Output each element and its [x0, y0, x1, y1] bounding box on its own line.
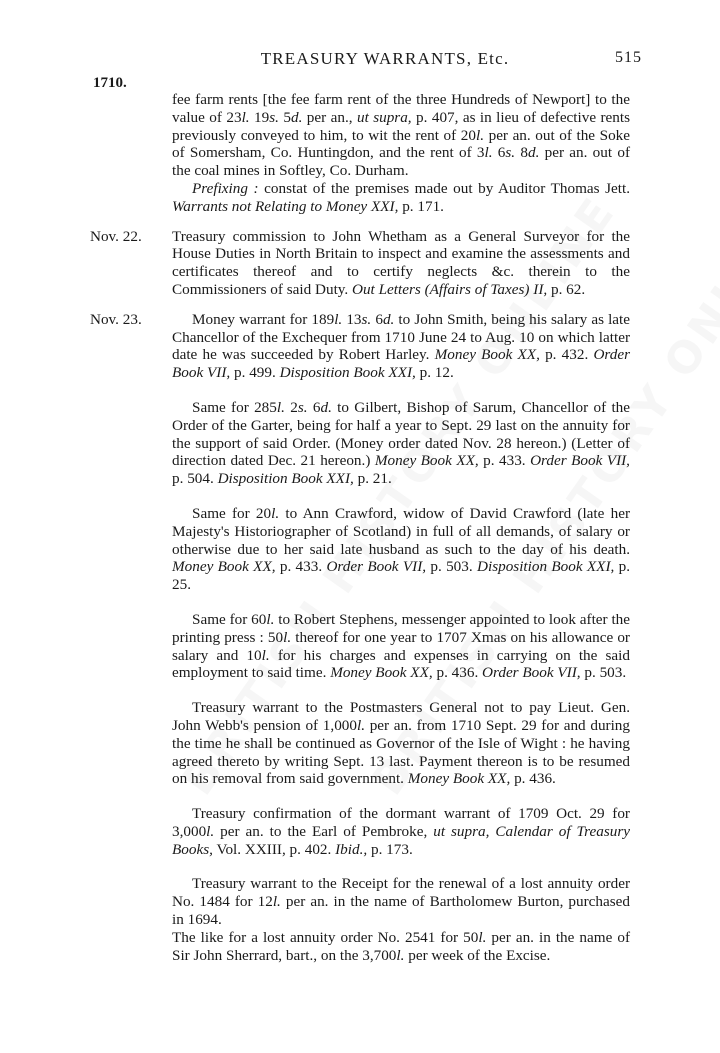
text-run: 19 — [249, 108, 270, 126]
entry-date: Nov. 22. — [90, 227, 142, 245]
italic-text: Money Book XX, — [434, 346, 540, 364]
text-run: Treasury confirmation of the dormant warrant of 1709 Oct. 29 for 3,000 — [172, 805, 630, 840]
text-run: fee farm rents [the fee farm rent of the three Hundreds of Newport] to the value of 23 — [172, 91, 630, 126]
text-run: per week of the Excise. — [404, 946, 551, 964]
text-run: 6 — [371, 310, 383, 328]
italic-text: Money Book XX, — [172, 558, 276, 576]
italic-text: l. — [241, 108, 250, 126]
italic-text: ut supra, — [356, 108, 412, 126]
text-run: per an. to the Earl of Pembroke, — [214, 822, 434, 840]
italic-text: Money Book XX, — [407, 770, 511, 788]
italic-text: Disposition Book XXI, — [279, 364, 416, 382]
paragraph — [172, 311, 630, 382]
text-run: 6 — [307, 398, 321, 416]
italic-text: l. — [396, 946, 405, 964]
italic-text: Out Letters (Affairs of Taxes) II, — [352, 280, 548, 298]
italic-text: Money Book XX, — [330, 664, 433, 682]
italic-text: Warrants not Relating to Money XXI, — [172, 197, 399, 215]
italic-text: l. — [475, 126, 485, 144]
text-run: to Gilbert, Bishop of Sarum, Chancellor of the Order of the Garter, being for half a year to Sept. 29 last on the annuity for the support of said Order. (Money order dated Nov. 28 hereon.) (Letter of direction dated Dec. 21 hereon.) — [172, 398, 631, 470]
text-run: constat of the premises made out by Auditor Thomas Jett. — [258, 179, 630, 197]
text-run: Money warrant for 189 — [192, 310, 335, 328]
text-run: per an. out of the coal mines in Softley, Co. Durham. — [172, 144, 630, 180]
text-run: to John Smith, being his salary as late Chancellor of the Exchequer from 1710 June 24 to Aug. 10 on which latter date he was succeeded by Robert Harley. — [172, 310, 631, 364]
paragraph — [172, 91, 630, 180]
text-run: 2 — [284, 398, 298, 416]
italic-text: s. — [297, 398, 308, 416]
entry-text — [172, 875, 630, 964]
text-run: thereof for one year to 1707 Xmas on his allowance or salary and 10 — [172, 628, 630, 664]
text-run: 8 — [515, 144, 528, 162]
text-run: 13 — [342, 310, 362, 328]
italic-text: Money Book XX, — [374, 452, 479, 470]
italic-text: l. — [261, 646, 270, 664]
text-run: p. 499. — [230, 364, 280, 382]
text-run: p. 62. — [547, 280, 586, 298]
italic-text: l. — [271, 504, 280, 522]
text-run: to Ann Crawford, widow of David Crawford (late her Majesty's Historiographer of Scotland) in full of all demands, of salary or otherwise due to her said late husband as such to the day of his death. — [172, 504, 631, 558]
italic-text: s. — [269, 108, 279, 126]
text-run: 6 — [492, 144, 506, 162]
italic-text: Order Book VII, — [482, 664, 581, 682]
italic-text: Disposition Book XXI, — [477, 558, 615, 576]
entry — [90, 311, 630, 382]
entry-text — [172, 505, 630, 594]
text-run: p. 503. — [580, 664, 627, 682]
text-run: p. 436. — [510, 770, 556, 788]
italic-text: Prefixing : — [192, 179, 259, 197]
italic-text: Ibid., — [335, 840, 368, 858]
entry — [90, 505, 630, 594]
italic-text: Order Book VII, — [530, 452, 630, 470]
text-run: The like for a lost annuity order No. 2541 for 50 — [172, 928, 479, 946]
italic-text: Disposition Book XXI, — [217, 470, 354, 488]
italic-text: l. — [356, 716, 366, 734]
text-run: p. 503. — [426, 558, 477, 576]
page-title: TREASURY WARRANTS, Etc. — [260, 49, 510, 68]
text-run: p. 407, as in lieu of defective rents previously conveyed to him, to wit the rent of 20 — [172, 108, 631, 144]
italic-text: l. — [484, 144, 493, 162]
italic-text: l. — [272, 893, 281, 911]
text-run: p. 433. — [275, 558, 327, 576]
text-run: p. 12. — [415, 364, 454, 382]
paragraph — [172, 180, 630, 216]
entry — [90, 875, 630, 964]
text-run: to Robert Stephens, messenger appointed to look after the printing press : 50 — [172, 610, 630, 646]
entry-text — [172, 228, 630, 299]
entry — [90, 228, 630, 299]
italic-text: d. — [320, 398, 332, 416]
text-run: p. 21. — [353, 470, 392, 488]
text-run: p. 432. — [539, 346, 594, 364]
entry — [90, 611, 630, 682]
text-run: Treasury warrant to the Receipt for the renewal of a lost annuity order No. 1484 for 12 — [172, 875, 630, 911]
entry-text — [172, 311, 630, 382]
italic-text: l. — [478, 928, 487, 946]
italic-text: d. — [382, 310, 395, 328]
year-marker: 1710. — [93, 75, 127, 91]
text-run: per an., — [302, 108, 357, 126]
italic-text: l. — [283, 628, 292, 646]
paragraph — [172, 399, 630, 488]
italic-text: l. — [334, 310, 343, 328]
paragraph — [172, 805, 630, 858]
paragraph — [172, 929, 630, 965]
italic-text: d. — [290, 108, 303, 126]
entry-text — [172, 611, 630, 682]
text-run: Same for 20 — [192, 504, 272, 522]
text-run: p. 504. — [172, 470, 218, 488]
entry — [90, 91, 630, 216]
text-run: p. 436. — [432, 664, 483, 682]
italic-text: Order Book VII, — [172, 346, 630, 382]
text-run: Same for 285 — [192, 398, 277, 416]
entry-text — [172, 805, 630, 858]
document-body — [90, 91, 630, 964]
paragraph — [172, 875, 630, 928]
entry-date: Nov. 23. — [90, 310, 142, 328]
italic-text: l. — [206, 822, 215, 840]
text-run: p. 173. — [367, 840, 413, 858]
italic-text: Order Book VII, — [326, 558, 427, 576]
page-number: 515 — [615, 49, 642, 66]
text-run: Treasury warrant to the Postmasters General not to pay Lieut. Gen. John Webb's pension of 1,000 — [172, 699, 630, 734]
italic-text: s. — [505, 144, 516, 162]
text-run: p. 433. — [478, 452, 531, 470]
running-head — [0, 49, 720, 73]
paragraph — [172, 611, 630, 682]
entry — [90, 399, 630, 488]
italic-text: l. — [266, 610, 275, 628]
text-run: for his charges and expenses in carrying on the said employment to said time. — [172, 646, 630, 682]
entry-text — [172, 699, 630, 788]
text-run: p. 171. — [398, 197, 444, 215]
italic-text: s. — [361, 310, 372, 328]
text-run: 5 — [278, 108, 291, 126]
text-run: per an. from 1710 Sept. 29 for and during the time he shall be continued as Governor of the Isle of Wight : he having agreed thereto by writing Sept. 13 last. Payment thereon is to be resumed on his removal from said government. — [172, 716, 630, 788]
italic-text: ut supra, Calendar of Treasury Books, — [172, 822, 630, 858]
text-run: Vol. XXIII, p. 402. — [212, 840, 336, 858]
text-run: per an. in the name of Bartholomew Burton, purchased in 1694. — [172, 893, 631, 929]
italic-text: l. — [276, 398, 285, 416]
entry — [90, 699, 630, 788]
text-run: per an. out of the Soke of Somersham, Co. Huntingdon, and the rent of 3 — [172, 126, 630, 162]
italic-text: d. — [527, 144, 540, 162]
text-run: Same for 60 — [192, 610, 267, 628]
entry-text — [172, 91, 630, 216]
text-run: per an. in the name of Sir John Sherrard, bart., on the 3,700 — [172, 928, 630, 964]
paragraph — [172, 228, 630, 299]
entry-text — [172, 399, 630, 488]
paragraph — [172, 699, 630, 788]
text-run: Treasury commission to John Whetham as a General Surveyor for the House Duties in North Britain to inspect and examine the assessments and certificates thereof and to certify neglects &c. therein to the Commissioners of said Duty. — [172, 227, 630, 298]
text-run: p. 25. — [172, 558, 631, 594]
paragraph — [172, 505, 630, 594]
entry — [90, 805, 630, 858]
